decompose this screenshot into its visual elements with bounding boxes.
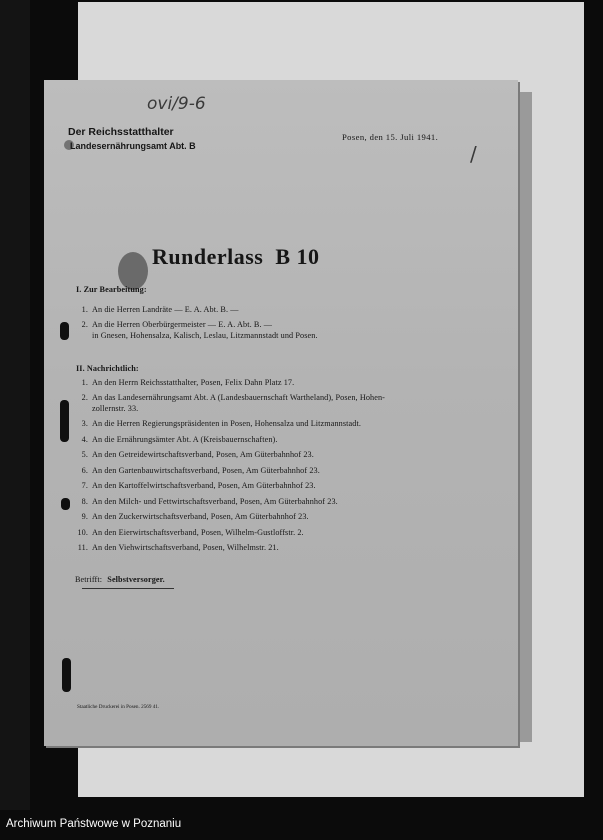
title-text: Runderlass xyxy=(152,244,264,269)
list-item-continuation: in Gnesen, Hohensalza, Kalisch, Leslau, Litzmannstadt und Posen. xyxy=(92,331,318,340)
punch-hole xyxy=(62,658,71,692)
authority-line-2: Landesernährungsamt Abt. B xyxy=(70,141,196,151)
scan-left-strip xyxy=(0,0,30,810)
list-item: 11. An den Viehwirtschaftsverband, Posen, Wilhelmstr. 21. xyxy=(77,543,279,552)
list-item: 10. An den Eierwirtschaftsverband, Posen, Wilhelm-Gustloffstr. 2. xyxy=(77,528,304,537)
subject-underline xyxy=(82,588,174,589)
list-item: 6. An den Gartenbauwirtschaftsverband, Posen, Am Güterbahnhof 23. xyxy=(81,466,320,475)
printer-line: Staatliche Druckerei in Posen. 2569 41. xyxy=(77,704,160,710)
list-item: 1. An die Herren Landräte — E. A. Abt. B. — xyxy=(81,305,239,314)
list-item: 4. An die Ernährungsämter Abt. A (Kreisbauernschaften). xyxy=(81,435,278,444)
list-item: 7. An den Kartoffelwirtschaftsverband, Posen, Am Güterbahnhof 23. xyxy=(81,481,316,490)
section1-heading: I. Zur Bearbeitung: xyxy=(76,285,147,294)
list-item: 9. An den Zuckerwirtschaftsverband, Posen, Am Güterbahnhof 23. xyxy=(81,512,309,521)
list-item: 2. An das Landesernährungsamt Abt. A (Landesbauernschaft Wartheland), Posen, Hohen- xyxy=(81,393,385,402)
archive-label: Archiwum Państwowe w Poznaniu xyxy=(6,818,182,830)
authority-line-1: Der Reichsstatthalter xyxy=(68,126,174,138)
document-title xyxy=(152,244,320,270)
subject-value: Selbstversorger. xyxy=(107,575,165,584)
list-item-continuation: zollernstr. 33. xyxy=(92,404,139,413)
list-item: 3. An die Herren Regierungspräsidenten in Posen, Hohensalza und Litzmannstadt. xyxy=(81,419,361,428)
list-item: 5. An den Getreidewirtschaftsverband, Posen, Am Güterbahnhof 23. xyxy=(81,450,314,459)
subject-label: Betrifft: xyxy=(75,575,103,584)
handwritten-note: ovi/9-6 xyxy=(147,94,206,114)
section2-heading: II. Nachrichtlich: xyxy=(76,364,139,373)
document-page xyxy=(44,80,518,746)
place-date: Posen, den 15. Juli 1941. xyxy=(342,132,439,142)
pencil-mark: / xyxy=(470,142,477,166)
list-item: 2. An die Herren Oberbürgermeister — E. A. Abt. B. — xyxy=(81,320,273,329)
subject-line xyxy=(75,575,165,584)
list-item: 1. An den Herrn Reichsstatthalter, Posen, Felix Dahn Platz 17. xyxy=(81,378,295,387)
list-item: 8. An den Milch- und Fettwirtschaftsverband, Posen, Am Güterbahnhof 23. xyxy=(81,497,338,506)
title-code: B 10 xyxy=(275,244,320,269)
